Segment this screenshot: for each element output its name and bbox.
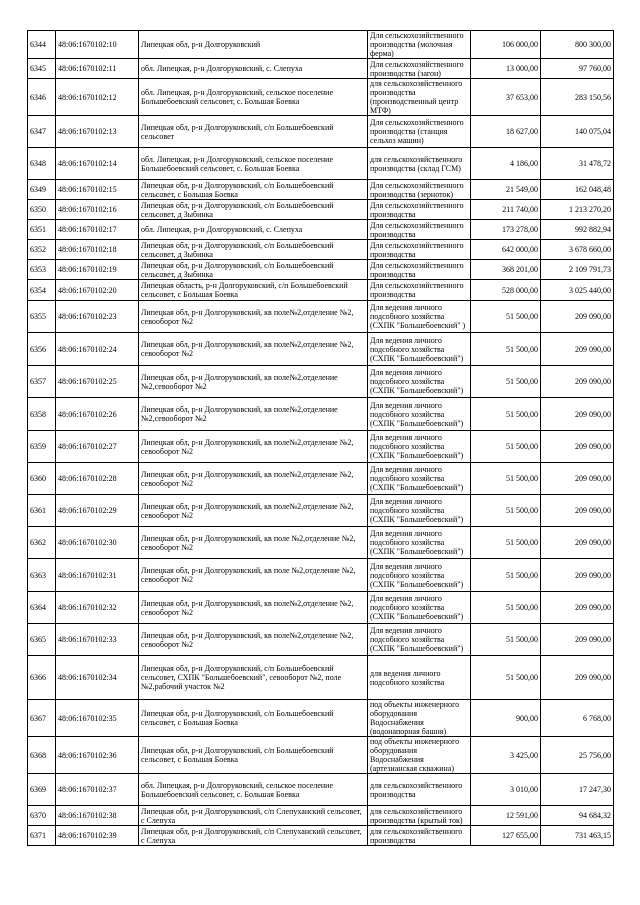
permitted-use: Для ведения личного подсобного хозяйства (СХПК "Большебоевский" ) xyxy=(368,301,471,333)
cadastral-number: 48:06:1670102:30 xyxy=(56,527,139,559)
area-value: 51 500,00 xyxy=(471,398,541,431)
row-number: 6358 xyxy=(28,398,56,431)
table-row xyxy=(28,116,614,148)
cadastral-value: 3 025 440,00 xyxy=(541,280,614,301)
address: Липецкая обл, р-н Долгоруковский, с/п Большебоевский сельсовет, д Зыбинка xyxy=(139,200,368,220)
area-value: 3 425,00 xyxy=(471,737,541,774)
row-number: 6359 xyxy=(28,431,56,463)
cadastral-number: 48:06:1670102:33 xyxy=(56,624,139,656)
cadastral-number: 48:06:1670102:17 xyxy=(56,220,139,240)
row-number: 6354 xyxy=(28,280,56,301)
row-number: 6353 xyxy=(28,260,56,280)
table-row xyxy=(28,148,614,180)
table-row xyxy=(28,592,614,624)
address: Липецкая обл, р-н Долгоруковский, кв поле №2,отделение №2, севооборот №2 xyxy=(139,559,368,592)
table-row xyxy=(28,280,614,301)
area-value: 900,00 xyxy=(471,700,541,737)
cadastral-value: 209 090,00 xyxy=(541,333,614,366)
permitted-use: под объекты инженерного оборудования Водоснабжения (водонапорная башня) xyxy=(368,700,471,737)
row-number: 6356 xyxy=(28,333,56,366)
cadastral-value: 3 678 660,00 xyxy=(541,240,614,260)
address: обл. Липецкая, р-н Долгоруковский, сельское поселение Большебоевский сельсовет, с. Большая Боевка xyxy=(139,79,368,116)
table-row xyxy=(28,333,614,366)
permitted-use: Для сельскохозяйственного производства xyxy=(368,240,471,260)
permitted-use: Для ведения личного подсобного хозяйства (СХПК "Большебоевский") xyxy=(368,495,471,527)
cadastral-value: 731 463,15 xyxy=(541,826,614,846)
row-number: 6367 xyxy=(28,700,56,737)
row-number: 6365 xyxy=(28,624,56,656)
address: Липецкая обл, р-н Долгоруковский, с/п Большебоевский сельсовет, СХПК "Большебоевский", севооборот №2, поле №2,рабочий участок №2 xyxy=(139,656,368,700)
table-row xyxy=(28,301,614,333)
row-number: 6370 xyxy=(28,806,56,826)
table-row xyxy=(28,240,614,260)
row-number: 6363 xyxy=(28,559,56,592)
area-value: 51 500,00 xyxy=(471,431,541,463)
cadastral-number: 48:06:1670102:25 xyxy=(56,366,139,398)
cadastral-value: 209 090,00 xyxy=(541,463,614,495)
area-value: 51 500,00 xyxy=(471,559,541,592)
address: Липецкая обл, р-н Долгоруковский, кв поле№2,отделение №2, севооборот №2 xyxy=(139,463,368,495)
cadastral-number: 48:06:1670102:24 xyxy=(56,333,139,366)
permitted-use: для сельскохозяйственного производства (производственный центр МТФ) xyxy=(368,79,471,116)
cadastral-number: 48:06:1670102:38 xyxy=(56,806,139,826)
cadastral-number: 48:06:1670102:32 xyxy=(56,592,139,624)
row-number: 6368 xyxy=(28,737,56,774)
table-body xyxy=(28,31,614,846)
cadastral-value: 209 090,00 xyxy=(541,527,614,559)
cadastral-number: 48:06:1670102:16 xyxy=(56,200,139,220)
area-value: 51 500,00 xyxy=(471,592,541,624)
table-row xyxy=(28,656,614,700)
table-row xyxy=(28,180,614,200)
table-row xyxy=(28,826,614,846)
table-row xyxy=(28,398,614,431)
address: Липецкая область, р-н Долгоруковский, с/п Большебоевский сельсовет, с Большая Боевка xyxy=(139,280,368,301)
row-number: 6346 xyxy=(28,79,56,116)
row-number: 6350 xyxy=(28,200,56,220)
area-value: 37 653,00 xyxy=(471,79,541,116)
cadastral-number: 48:06:1670102:23 xyxy=(56,301,139,333)
permitted-use: Для ведения личного подсобного хозяйства (СХПК "Большебоевский") xyxy=(368,431,471,463)
area-value: 51 500,00 xyxy=(471,463,541,495)
permitted-use: Для сельскохозяйственного производства xyxy=(368,220,471,240)
address: Липецкая обл, р-н Долгоруковский, кв поле№2,отделение №2, севооборот №2 xyxy=(139,495,368,527)
permitted-use: Для сельскохозяйственного производства xyxy=(368,260,471,280)
cadastral-value: 25 756,00 xyxy=(541,737,614,774)
area-value: 51 500,00 xyxy=(471,527,541,559)
cadastral-number: 48:06:1670102:13 xyxy=(56,116,139,148)
permitted-use: для сельскохозяйственного производства (крытый ток) xyxy=(368,806,471,826)
permitted-use: Для сельскохозяйственного производства (загон) xyxy=(368,59,471,79)
cadastral-number: 48:06:1670102:31 xyxy=(56,559,139,592)
permitted-use: Для сельскохозяйственного производства xyxy=(368,280,471,301)
cadastral-number: 48:06:1670102:19 xyxy=(56,260,139,280)
table-row xyxy=(28,59,614,79)
cadastral-value: 209 090,00 xyxy=(541,656,614,700)
cadastral-value: 209 090,00 xyxy=(541,398,614,431)
cadastral-number: 48:06:1670102:34 xyxy=(56,656,139,700)
table-row xyxy=(28,31,614,59)
address: Липецкая обл, р-н Долгоруковский, с/п Большебоевский сельсовет xyxy=(139,116,368,148)
cadastral-value: 94 684,32 xyxy=(541,806,614,826)
table-row xyxy=(28,260,614,280)
permitted-use: Для ведения личного подсобного хозяйства (СХПК "Большебоевский") xyxy=(368,624,471,656)
address: обл. Липецкая, р-н Долгоруковский, с. Слепуха xyxy=(139,59,368,79)
table-row xyxy=(28,495,614,527)
permitted-use: для сельскохозяйственного производства xyxy=(368,774,471,806)
address: Липецкая обл, р-н Долгоруковский, кв поле№2,отделение №2,севооборот №2 xyxy=(139,366,368,398)
address: Липецкая обл, р-н Долгоруковский, с/п Большебоевский сельсовет, с Большая Боевка xyxy=(139,737,368,774)
land-registry-table xyxy=(27,30,614,846)
table-row xyxy=(28,806,614,826)
table-row xyxy=(28,366,614,398)
table-row xyxy=(28,737,614,774)
address: Липецкая обл, р-н Долгоруковский, кв поле№2,отделение №2, севооборот №2 xyxy=(139,431,368,463)
address: Липецкая обл, р-н Долгоруковский, кв поле№2,отделение №2, севооборот №2 xyxy=(139,592,368,624)
area-value: 642 000,00 xyxy=(471,240,541,260)
area-value: 13 000,00 xyxy=(471,59,541,79)
cadastral-number: 48:06:1670102:15 xyxy=(56,180,139,200)
row-number: 6349 xyxy=(28,180,56,200)
address: Липецкая обл, р-н Долгоруковский, кв поле №2,отделение №2, севооборот №2 xyxy=(139,527,368,559)
area-value: 4 186,00 xyxy=(471,148,541,180)
permitted-use: для ведения личного подсобного хозяйства xyxy=(368,656,471,700)
table-row xyxy=(28,200,614,220)
cadastral-value: 6 768,00 xyxy=(541,700,614,737)
address: Липецкая обл, р-н Долгоруковский, с/п Большебоевский сельсовет, с Большая Боевка xyxy=(139,180,368,200)
cadastral-number: 48:06:1670102:39 xyxy=(56,826,139,846)
permitted-use: Для ведения личного подсобного хозяйства (СХПК "Большебоевский") xyxy=(368,559,471,592)
permitted-use: для сельскохозяйственного производства xyxy=(368,826,471,846)
cadastral-value: 17 247,30 xyxy=(541,774,614,806)
row-number: 6351 xyxy=(28,220,56,240)
row-number: 6366 xyxy=(28,656,56,700)
address: обл. Липецкая, р-н Долгоруковский, сельское поселение Большебоевский сельсовет, с. Большая Боевка xyxy=(139,148,368,180)
cadastral-value: 209 090,00 xyxy=(541,624,614,656)
address: Липецкая обл, р-н Долгоруковский, с/п Слепуханский сельсовет, с Слепуха xyxy=(139,806,368,826)
area-value: 51 500,00 xyxy=(471,333,541,366)
address: Липецкая обл, р-н Долгоруковский, с/п Большебоевский сельсовет, с Большая Боевка xyxy=(139,700,368,737)
address: Липецкая обл, р-н Долгоруковский, с/п Большебоевский сельсовет, д Зыбинка xyxy=(139,260,368,280)
address: Липецкая обл, р-н Долгоруковский xyxy=(139,31,368,59)
area-value: 211 740,00 xyxy=(471,200,541,220)
cadastral-number: 48:06:1670102:26 xyxy=(56,398,139,431)
permitted-use: Для сельскохозяйственного производства xyxy=(368,200,471,220)
cadastral-value: 162 048,48 xyxy=(541,180,614,200)
table-row xyxy=(28,220,614,240)
area-value: 21 549,00 xyxy=(471,180,541,200)
area-value: 51 500,00 xyxy=(471,656,541,700)
row-number: 6348 xyxy=(28,148,56,180)
cadastral-number: 48:06:1670102:14 xyxy=(56,148,139,180)
permitted-use: Для ведения личного подсобного хозяйства (СХПК "Большебоевский") xyxy=(368,398,471,431)
permitted-use: для сельскохозяйственного производства (склад ГСМ) xyxy=(368,148,471,180)
area-value: 173 278,00 xyxy=(471,220,541,240)
permitted-use: Для ведения личного подсобного хозяйства (СХПК "Большебоевский") xyxy=(368,463,471,495)
table-row xyxy=(28,431,614,463)
table-row xyxy=(28,774,614,806)
cadastral-value: 97 760,00 xyxy=(541,59,614,79)
row-number: 6347 xyxy=(28,116,56,148)
area-value: 528 000,00 xyxy=(471,280,541,301)
address: Липецкая обл, р-н Долгоруковский, кв поле№2,отделение №2, севооборот №2 xyxy=(139,301,368,333)
address: Липецкая обл, р-н Долгоруковский, кв поле№2,отделение №2, севооборот №2 xyxy=(139,333,368,366)
table-row xyxy=(28,624,614,656)
cadastral-value: 209 090,00 xyxy=(541,592,614,624)
cadastral-value: 31 478,72 xyxy=(541,148,614,180)
cadastral-number: 48:06:1670102:18 xyxy=(56,240,139,260)
cadastral-value: 283 150,56 xyxy=(541,79,614,116)
area-value: 368 201,00 xyxy=(471,260,541,280)
area-value: 51 500,00 xyxy=(471,624,541,656)
cadastral-number: 48:06:1670102:35 xyxy=(56,700,139,737)
row-number: 6369 xyxy=(28,774,56,806)
address: обл. Липецкая, р-н Долгоруковский, сельское поселение Большебоевский сельсовет, с. Большая Боевка xyxy=(139,774,368,806)
cadastral-value: 209 090,00 xyxy=(541,366,614,398)
area-value: 51 500,00 xyxy=(471,495,541,527)
cadastral-number: 48:06:1670102:37 xyxy=(56,774,139,806)
area-value: 3 010,00 xyxy=(471,774,541,806)
cadastral-number: 48:06:1670102:27 xyxy=(56,431,139,463)
row-number: 6355 xyxy=(28,301,56,333)
permitted-use: Для ведения личного подсобного хозяйства (СХПК "Большебоевский") xyxy=(368,366,471,398)
table-row xyxy=(28,527,614,559)
table-row xyxy=(28,559,614,592)
area-value: 51 500,00 xyxy=(471,366,541,398)
area-value: 12 591,00 xyxy=(471,806,541,826)
address: Липецкая обл, р-н Долгоруковский, кв поле№2,отделение №2, севооборот №2 xyxy=(139,624,368,656)
cadastral-number: 48:06:1670102:12 xyxy=(56,79,139,116)
address: Липецкая обл, р-н Долгоруковский, с/п Большебоевский сельсовет, д Зыбинка xyxy=(139,240,368,260)
cadastral-value: 1 213 270,20 xyxy=(541,200,614,220)
address: обл. Липецкая, р-н Долгоруковский, с. Слепуха xyxy=(139,220,368,240)
area-value: 106 000,00 xyxy=(471,31,541,59)
permitted-use: Для ведения личного подсобного хозяйства (СХПК "Большебоевский") xyxy=(368,333,471,366)
row-number: 6362 xyxy=(28,527,56,559)
permitted-use: Для сельскохозяйственного производства (станция сельхоз машин) xyxy=(368,116,471,148)
cadastral-value: 209 090,00 xyxy=(541,495,614,527)
permitted-use: Для ведения личного подсобного хозяйства (СХПК "Большебоевский") xyxy=(368,592,471,624)
area-value: 51 500,00 xyxy=(471,301,541,333)
permitted-use: под объекты инженерного оборудования Водоснабжения (артезианская скважина) xyxy=(368,737,471,774)
row-number: 6360 xyxy=(28,463,56,495)
cadastral-number: 48:06:1670102:11 xyxy=(56,59,139,79)
cadastral-number: 48:06:1670102:29 xyxy=(56,495,139,527)
area-value: 18 627,00 xyxy=(471,116,541,148)
cadastral-value: 800 300,00 xyxy=(541,31,614,59)
row-number: 6344 xyxy=(28,31,56,59)
cadastral-number: 48:06:1670102:28 xyxy=(56,463,139,495)
row-number: 6357 xyxy=(28,366,56,398)
cadastral-number: 48:06:1670102:10 xyxy=(56,31,139,59)
table-row xyxy=(28,700,614,737)
cadastral-value: 209 090,00 xyxy=(541,431,614,463)
cadastral-number: 48:06:1670102:36 xyxy=(56,737,139,774)
table-row xyxy=(28,79,614,116)
row-number: 6364 xyxy=(28,592,56,624)
permitted-use: Для сельскохозяйственного производства (зерноток) xyxy=(368,180,471,200)
row-number: 6352 xyxy=(28,240,56,260)
row-number: 6345 xyxy=(28,59,56,79)
table-row xyxy=(28,463,614,495)
permitted-use: Для сельскохозяйственного производства (молочная ферма) xyxy=(368,31,471,59)
permitted-use: Для ведения личного подсобного хозяйства (СХПК "Большебоевский") xyxy=(368,527,471,559)
area-value: 127 655,00 xyxy=(471,826,541,846)
address: Липецкая обл, р-н Долгоруковский, с/п Слепуханский сельсовет, с Слепуха xyxy=(139,826,368,846)
row-number: 6361 xyxy=(28,495,56,527)
cadastral-value: 992 882,94 xyxy=(541,220,614,240)
cadastral-value: 2 109 791,73 xyxy=(541,260,614,280)
cadastral-value: 209 090,00 xyxy=(541,301,614,333)
row-number: 6371 xyxy=(28,826,56,846)
cadastral-value: 209 090,00 xyxy=(541,559,614,592)
address: Липецкая обл, р-н Долгоруковский, кв поле№2,отделение №2,севооборот №2 xyxy=(139,398,368,431)
cadastral-number: 48:06:1670102:20 xyxy=(56,280,139,301)
cadastral-value: 140 075,04 xyxy=(541,116,614,148)
